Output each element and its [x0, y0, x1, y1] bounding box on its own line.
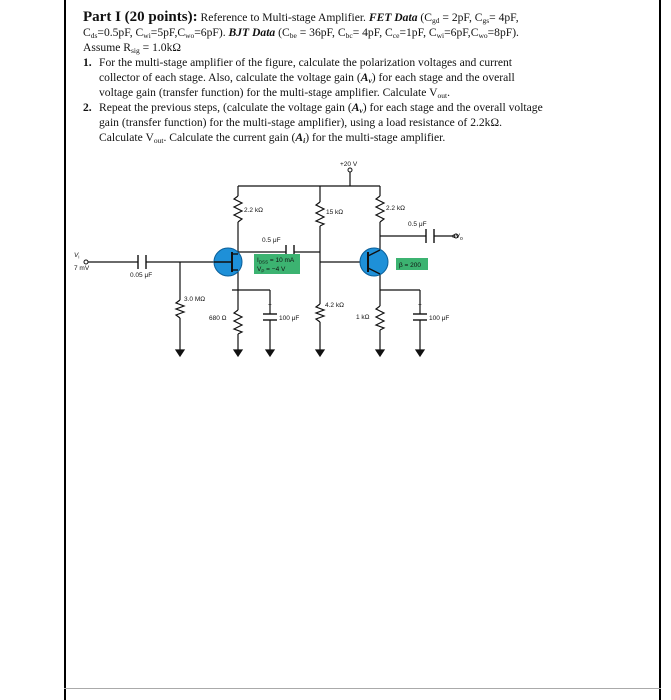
fet-data-label: FET Data: [368, 11, 418, 24]
source-resistor-label: 680 Ω: [209, 315, 227, 322]
drain-resistor: [234, 196, 242, 222]
emitter-resistor: [376, 306, 384, 330]
input-cap-label: 0.05 μF: [130, 272, 153, 279]
r2-label: 4.2 kΩ: [325, 302, 344, 309]
question-1: 1. For the multi-stage amplifier of the figure, calculate the polarization voltages and current collector of each stage. Also, calculate the voltage gain $(A_v)$ for each stage and the overall voltage gain (transfer function) for the multi-stage amplifier. Calculate $V_{out}$.: [83, 56, 515, 100]
bjt-body: [360, 248, 388, 276]
gate-resistor-label: 3.0 MΩ: [184, 296, 206, 303]
bjt-data-label: BJT Data: [228, 26, 276, 39]
terminals: [84, 168, 458, 264]
emitter-resistor-label: 1 kΩ: [356, 314, 370, 321]
beta-label: β = 200: [399, 262, 421, 269]
assume-line: Assume $R_{sig} = 1.0k\Omega$: [83, 41, 182, 55]
supply-label: +20 V: [340, 161, 358, 168]
header-line-2: $C_{ds}=0.5pF$, $C_{wi}=5pF,C_{wo}=6pF$). BJT Data ($C_{be} = 36pF$, $C_{bc}= 4pF$, $C_{ce}=1pF$, $C_{wi}=6pF,C_{wo}=8pF$).: [83, 26, 519, 40]
input-label: $V_i$: [74, 252, 80, 260]
source-resistor: [234, 310, 242, 334]
ground-symbols: [176, 350, 424, 356]
coupling-cap-label: 0.5 μF: [262, 237, 281, 244]
bjt-transistor: [360, 248, 388, 276]
output-cap-label: 0.5 μF: [408, 221, 427, 228]
jfet-transistor: [214, 248, 242, 276]
r1-label: 15 kΩ: [326, 209, 344, 216]
emitter-cap-plus: +: [418, 302, 422, 309]
r1-resistor: [316, 202, 324, 226]
r2-resistor: [316, 304, 324, 322]
question-2: 2. Repeat the previous steps, (calculate the voltage gain $(A_v)$ for each stage and the overall voltage gain (transfer function) for the multi-stage amplifier), using a load resistance of 2.2kΩ. Calculate $V_{out}$. Calculate the current gain $(A_i)$ for the multi-stage amplifier.: [83, 101, 543, 145]
part-title: Part I (20 points):: [83, 9, 198, 25]
output-label: $oV_o$: [452, 233, 463, 242]
gate-resistor: [176, 300, 184, 318]
emitter-cap-label: 100 μF: [429, 315, 450, 322]
idss-label: $I_{DSS} = 10$ mA: [257, 257, 295, 265]
source-cap-label: 100 μF: [279, 315, 300, 322]
collector-resistor-label: 2.2 kΩ: [386, 205, 405, 212]
source-cap-plus: +: [268, 302, 272, 309]
drain-resistor-label: 2.2 kΩ: [244, 207, 263, 214]
header-line-1: Part I (20 points): Reference to Multi-stage Amplifier. FET Data ($C_{gd} = 2pF$, $C_{gs}= 4pF$,: [83, 9, 519, 25]
input-amplitude: 7 mV: [74, 265, 90, 272]
collector-resistor: [376, 196, 384, 222]
vp-label: $V_P = -4$ V: [257, 266, 286, 274]
